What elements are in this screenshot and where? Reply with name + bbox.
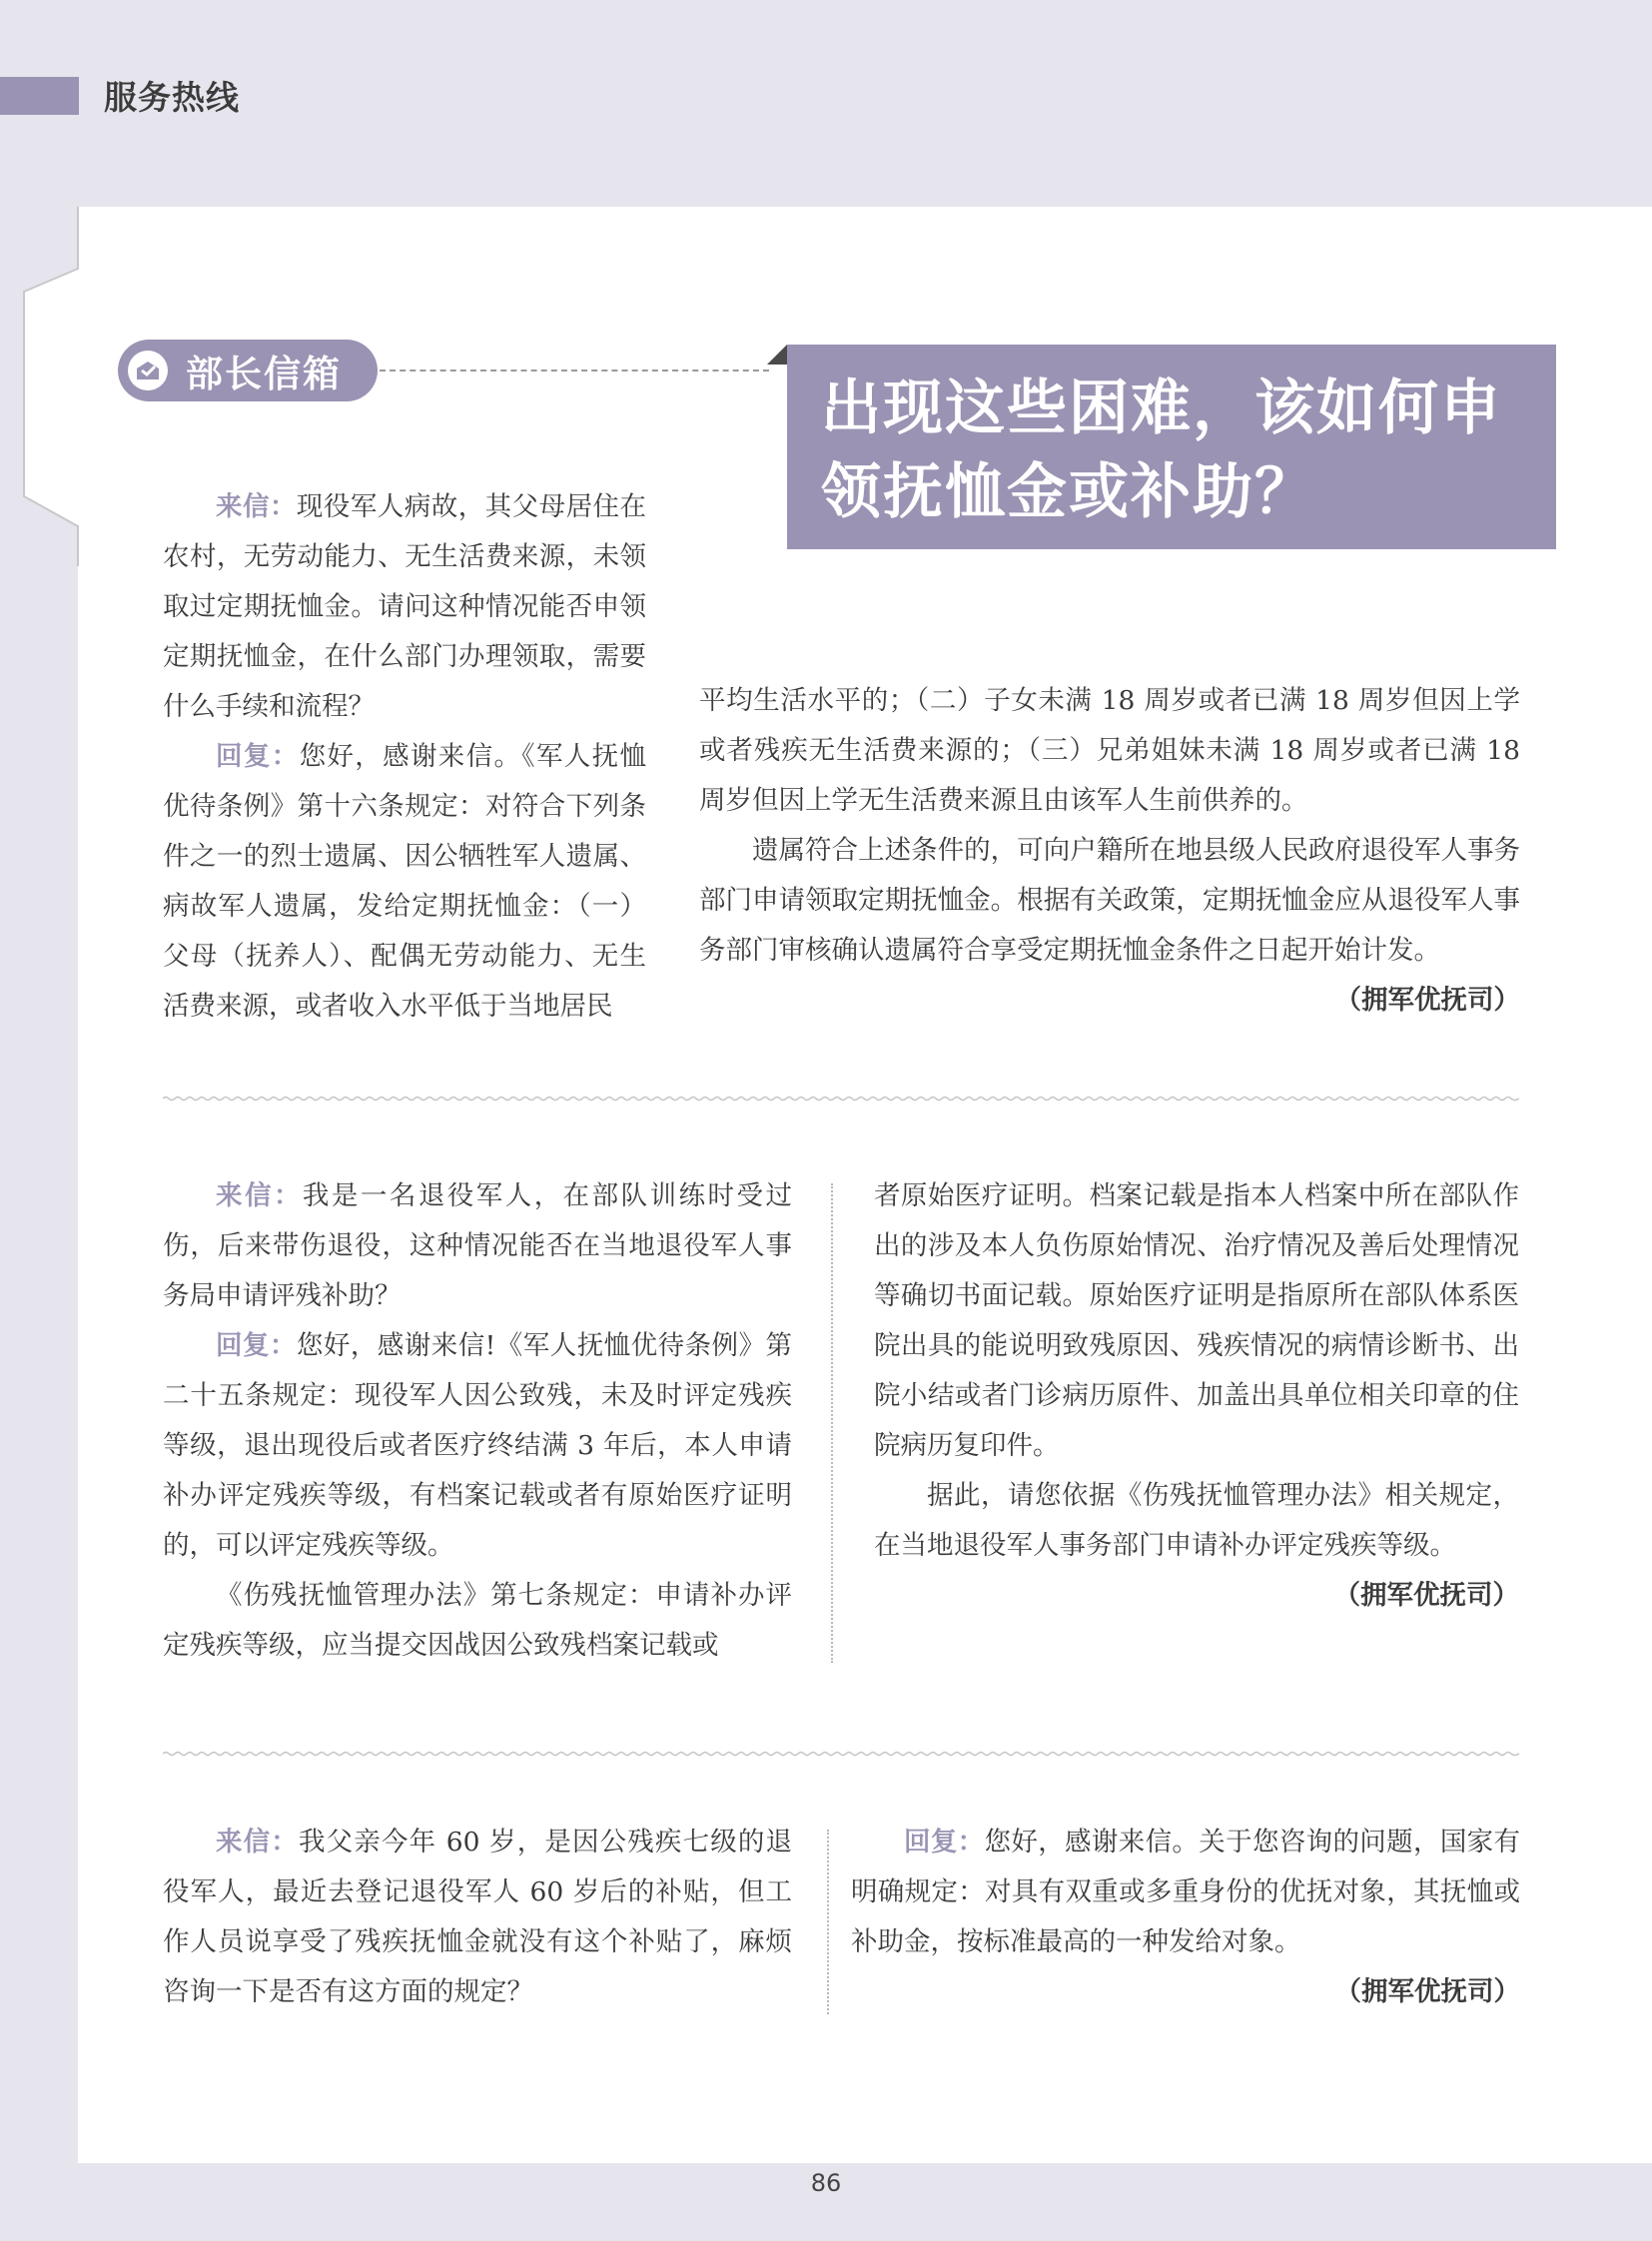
card-notch [22, 207, 102, 566]
reply-paragraph: 据此，请您依据《伤残抚恤管理办法》相关规定，在当地退役军人事务部门申请补办评定残疾等级。 [874, 1480, 1519, 1561]
letter2-right-column [874, 1171, 1519, 1621]
section-tab-marker [0, 77, 79, 115]
wavy-divider [163, 1095, 1519, 1103]
letter-text: 我父亲今年 60 岁，是因公残疾七级的退役军人，最近去登记退役军人 60 岁后的补贴，但工作人员说享受了残疾抚恤金就没有这个补贴了，麻烦咨询一下是否有这方面的规定？ [163, 1827, 793, 2007]
column-badge-label: 部长信箱 [186, 353, 342, 395]
reply-paragraph: 《伤残抚恤管理办法》第七条规定：申请补办评定残疾等级，应当提交因战因公致残档案记载或 [163, 1580, 792, 1661]
envelope-check-icon [128, 351, 168, 390]
column-divider [831, 1183, 833, 1663]
title-corner-fold [767, 345, 787, 365]
letter3-left-column [163, 1818, 792, 2017]
column-divider [827, 1830, 829, 2014]
letter-paragraph [163, 1171, 792, 1321]
letter-text: 现役军人病故，其父母居住在农村，无劳动能力、无生活费来源，未领取过定期抚恤金。请问这种情况能否申领定期抚恤金，在什么部门办理领取，需要什么手续和流程？ [163, 491, 647, 722]
reply-paragraph: 平均生活水平的；（二）子女未满 18 周岁或者已满 18 周岁但因上学或者残疾无生活费来源的；（三）兄弟姐妹未满 18 周岁或者已满 18 周岁但因上学无生活费来源且由该军人生前供养的。 [699, 685, 1520, 816]
letter-label: 来信： [216, 1180, 303, 1211]
page-number: 86 [810, 2169, 842, 2197]
section-name: 服务热线 [104, 78, 240, 117]
letter3-right-column [851, 1818, 1520, 2017]
reply-paragraph [851, 1818, 1520, 1967]
signature: （拥军优抚司） [1334, 1976, 1520, 2007]
badge-dashed-line [380, 370, 769, 372]
article-title [787, 345, 1556, 549]
reply-paragraph [163, 732, 646, 1032]
signature: （拥军优抚司） [1334, 985, 1520, 1016]
reply-label: 回复： [904, 1827, 985, 1858]
reply-text: 您好，感谢来信!《军人抚恤优待条例》第二十五条规定：现役军人因公致残，未及时评定残疾等级，退出现役后或者医疗终结满 3 年后，本人申请补办评定残疾等级，有档案记载或者有原始医疗证明的，可以评定残疾等级。 [163, 1330, 792, 1561]
reply-paragraph: 遗属符合上述条件的，可向户籍所在地县级人民政府退役军人事务部门申请领取定期抚恤金。根据有关政策，定期抚恤金应从退役军人事务部门审核确认遗属符合享受定期抚恤金条件之日起开始计发。 [699, 835, 1520, 966]
reply-text: 您好，感谢来信。关于您咨询的问题，国家有明确规定：对具有双重或多重身份的优抚对象，其抚恤或补助金，按标准最高的一种发给对象。 [851, 1827, 1521, 1957]
article-title-line: 领抚恤金或补助？ [821, 457, 1316, 527]
letter-paragraph [163, 1818, 792, 2017]
letter-text: 我是一名退役军人，在部队训练时受过伤，后来带伤退役，这种情况能否在当地退役军人事务局申请评残补助？ [163, 1180, 793, 1311]
letter-label: 来信： [216, 491, 297, 522]
reply-label: 回复： [216, 741, 300, 772]
reply-label: 回复： [216, 1330, 297, 1361]
column-badge [118, 340, 378, 401]
reply-paragraph [163, 1321, 792, 1571]
letter1-left-column [163, 482, 646, 1032]
wavy-divider [163, 1750, 1519, 1758]
letter-label: 来信： [216, 1827, 299, 1858]
reply-paragraph: 者原始医疗证明。档案记载是指本人档案中所在部队作出的涉及本人负伤原始情况、治疗情况及善后处理情况等确切书面记载。原始医疗证明是指原所在部队体系医院出具的能说明致残原因、残疾情况的病情诊断书、出院小结或者门诊病历原件、加盖出具单位相关印章的住院病历复印件。 [874, 1180, 1519, 1461]
signature: （拥军优抚司） [1333, 1580, 1519, 1611]
reply-text: 您好，感谢来信。《军人抚恤优待条例》第十六条规定：对符合下列条件之一的烈士遗属、因公牺牲军人遗属、病故军人遗属，发给定期抚恤金：（一）父母（抚养人）、配偶无劳动能力、无生活费来源，或者收入水平低于当地居民 [163, 741, 647, 1022]
letter2-left-column [163, 1171, 792, 1671]
letter1-right-column [699, 676, 1520, 1026]
letter-paragraph [163, 482, 646, 732]
article-title-line: 出现这些困难，该如何申 [821, 374, 1502, 443]
